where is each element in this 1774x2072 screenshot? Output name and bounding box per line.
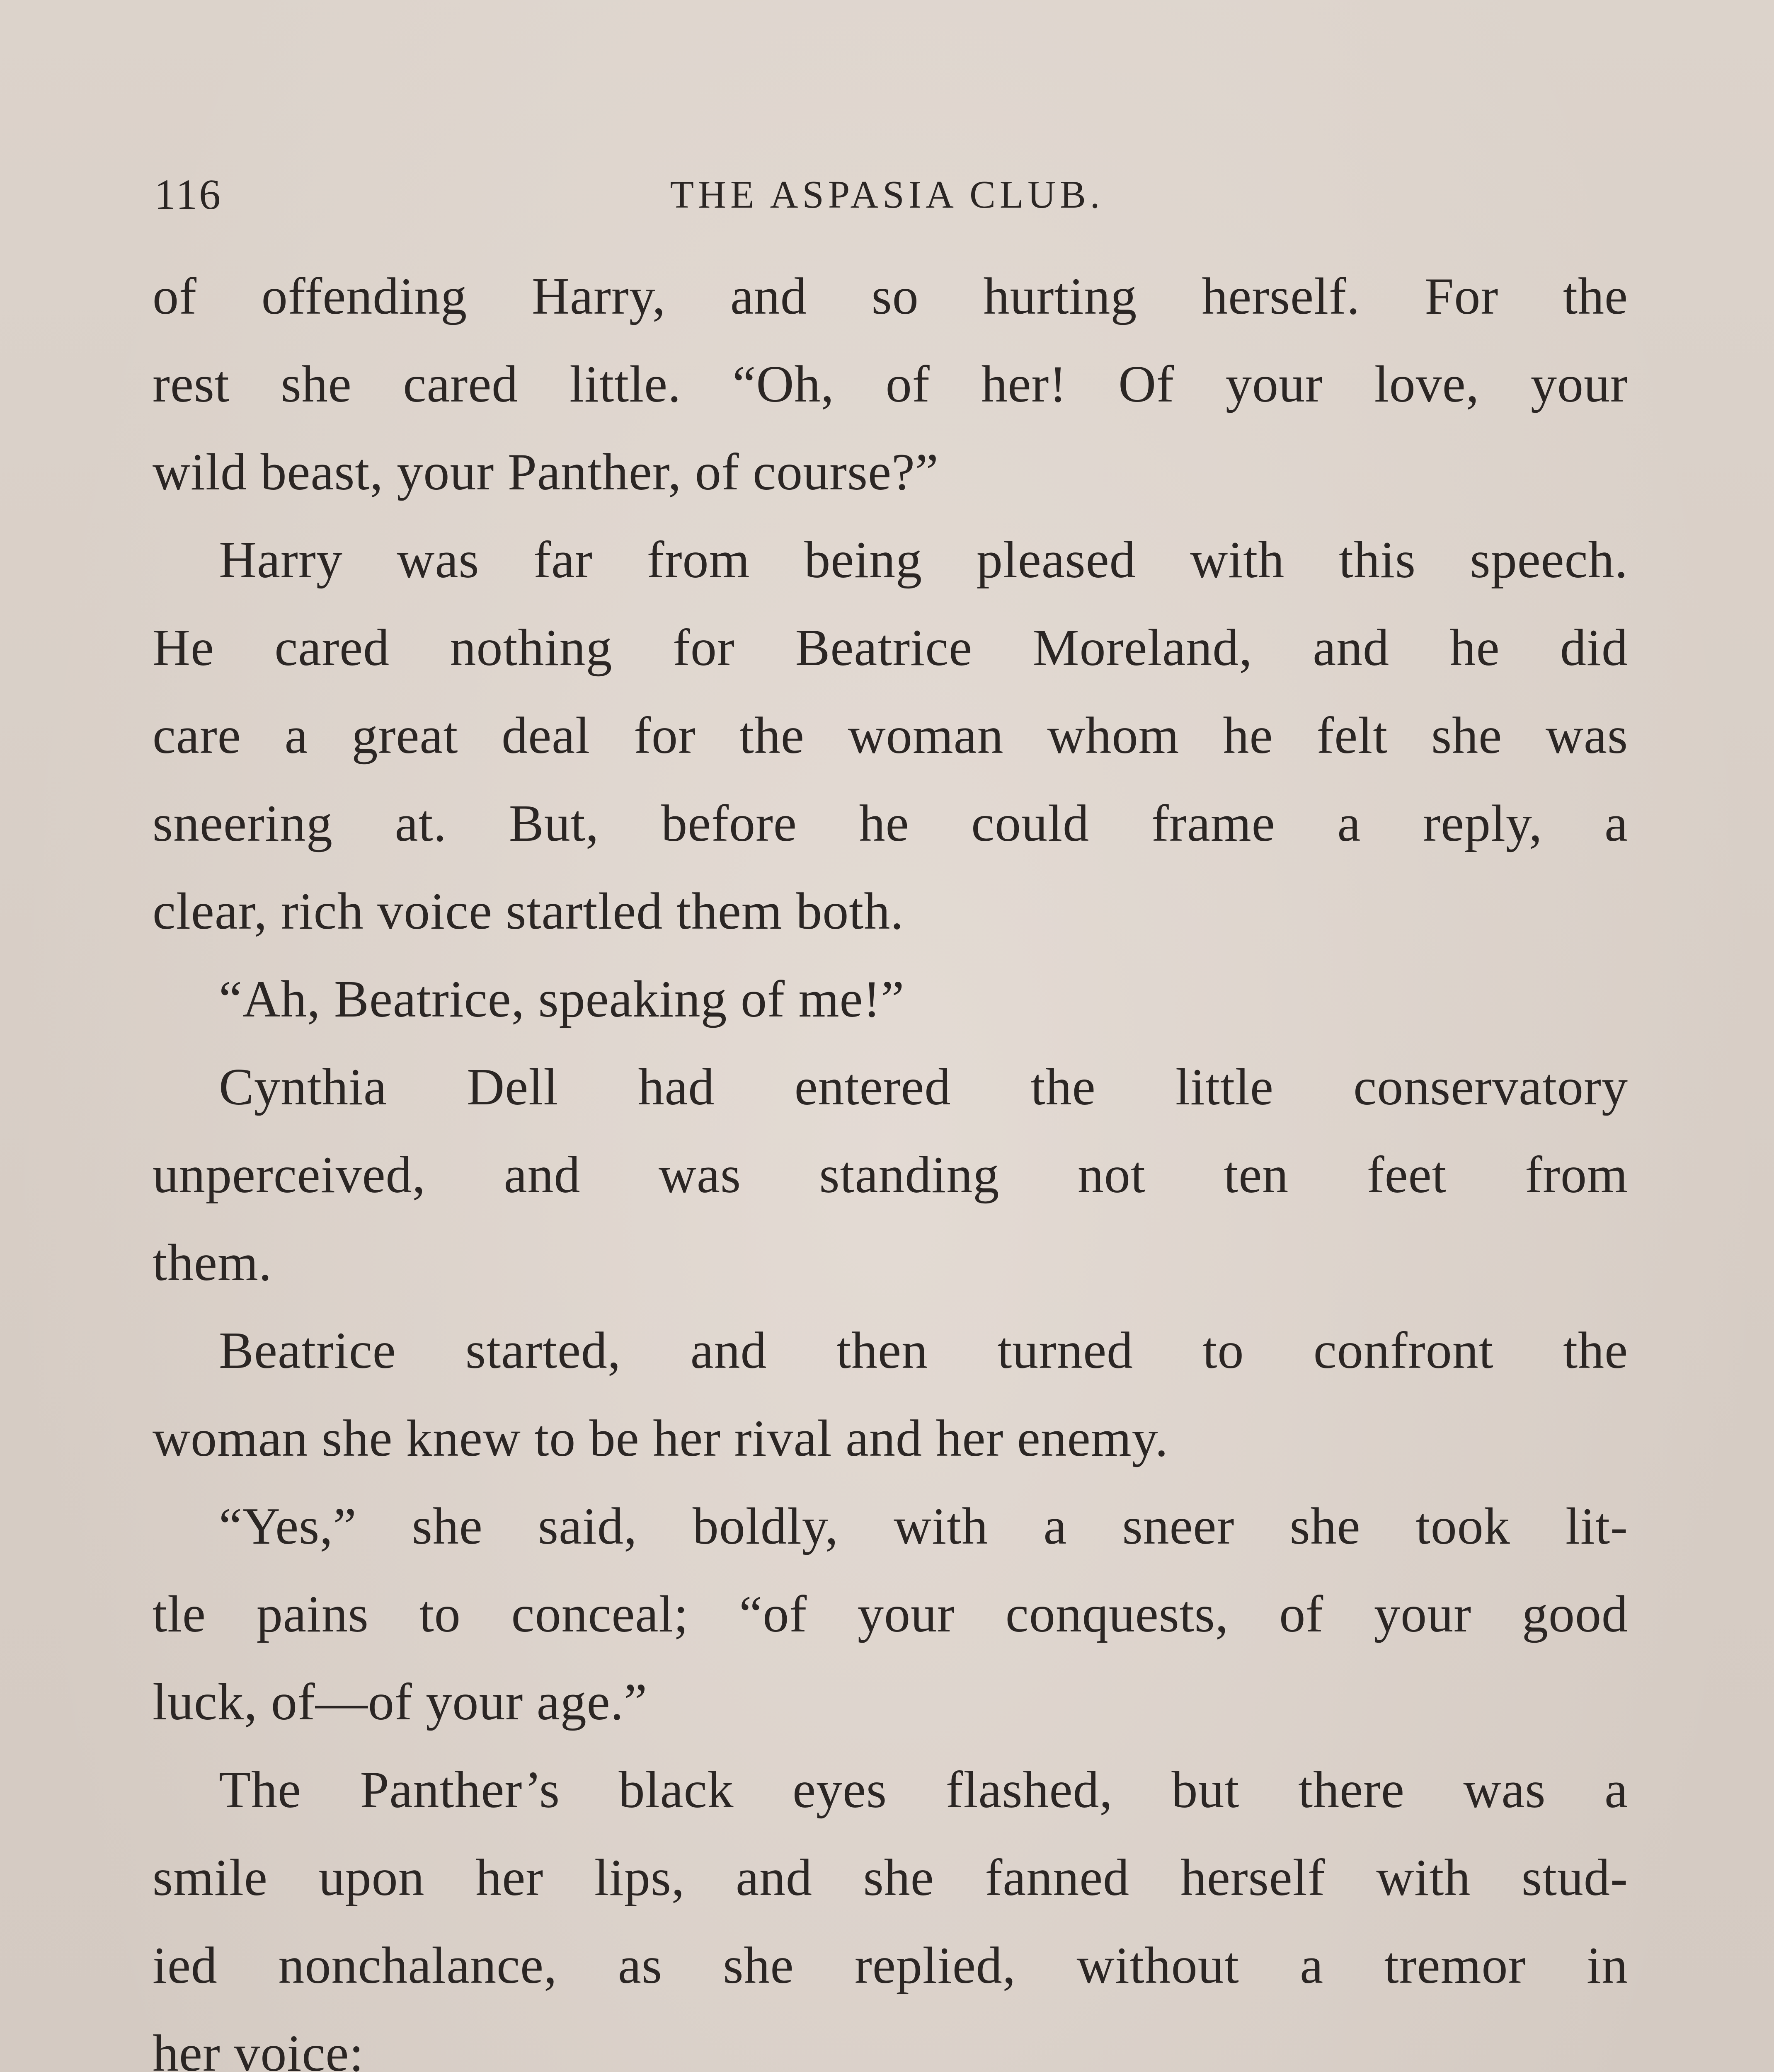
text-line: The Panther’s black eyes flashed, but there was a [219,1761,1628,1819]
text-line: luck, of—of your age.” [153,1673,648,1731]
running-head [0,166,1774,224]
text-line: tle pains to conceal; “of your conquests, of your good [153,1585,1628,1643]
text-line: Beatrice started, and then turned to confront the [219,1322,1628,1380]
body-text [153,253,1628,2072]
text-line: “Ah, Beatrice, speaking of me!” [219,971,905,1028]
text-line: care a great deal for the woman whom he felt she was [153,707,1628,765]
text-line: Harry was far from being pleased with this speech. [219,531,1628,589]
text-line: clear, rich voice startled them both. [153,883,904,940]
text-line: woman she knew to be her rival and her enemy. [153,1410,1168,1467]
text-line: wild beast, your Panther, of course?” [153,443,939,501]
text-line: smile upon her lips, and she fanned herself with stud- [153,1849,1628,1907]
text-line: rest she cared little. “Oh, of her! Of your love, your [153,356,1628,413]
text-line: unperceived, and was standing not ten feet from [153,1146,1628,1204]
text-line: sneering at. But, before he could frame a reply, a [153,795,1628,852]
text-line: “Yes,” she said, boldly, with a sneer she took lit- [219,1498,1628,1555]
running-title: THE ASPASIA CLUB. [670,173,1104,216]
text-line: He cared nothing for Beatrice Moreland, and he did [153,619,1628,677]
page-number: 116 [154,171,223,218]
text-line: her voice: [153,2025,364,2072]
text-line: Cynthia Dell had entered the little conservatory [219,1058,1628,1116]
text-line: ied nonchalance, as she replied, without a tremor in [153,1937,1628,1995]
text-line: of offending Harry, and so hurting herself. For the [153,268,1628,325]
text-line: them. [153,1234,272,1292]
